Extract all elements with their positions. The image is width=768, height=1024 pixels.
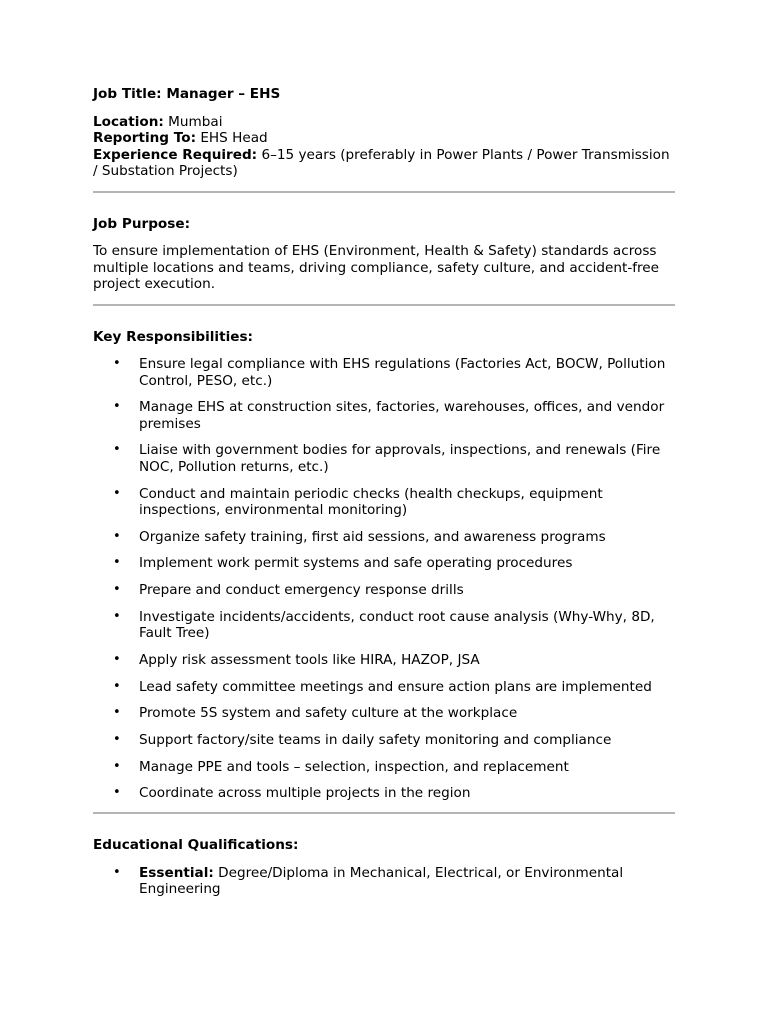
purpose-heading: Job Purpose:	[93, 215, 191, 232]
list-item-text: Coordinate across multiple projects in the region	[139, 785, 471, 802]
bullet-icon: •	[113, 555, 121, 571]
education-heading: Educational Qualifications:	[93, 837, 299, 854]
job-title-label: Job Title:	[93, 86, 162, 102]
list-item-text: Support factory/site teams in daily safety monitoring and compliance	[139, 732, 612, 749]
list-item	[93, 399, 675, 432]
list-item-text: Liaise with government bodies for approvals, inspections, and renewals (Fire NOC, Pollution returns, etc.)	[139, 442, 661, 475]
bullet-icon: •	[113, 485, 121, 501]
bullet-icon: •	[113, 528, 121, 544]
list-item	[93, 582, 675, 599]
list-item-text: Prepare and conduct emergency response drills	[139, 582, 464, 599]
list-item	[93, 732, 675, 749]
list-item	[93, 865, 675, 898]
education-list	[93, 865, 675, 898]
purpose-text: To ensure implementation of EHS (Environment, Health & Safety) standards across multiple locations and teams, driving compliance, safety culture, and accident-free project execution.	[93, 243, 660, 292]
section-divider	[93, 812, 675, 814]
list-item-text: Manage EHS at construction sites, factories, warehouses, offices, and vendor premises	[139, 399, 665, 432]
list-item-text: Promote 5S system and safety culture at the workplace	[139, 705, 518, 722]
experience-label: Experience Required:	[93, 146, 258, 163]
job-description-document	[93, 86, 675, 908]
list-item	[93, 609, 675, 642]
job-title	[93, 86, 675, 103]
location-value: Mumbai	[168, 113, 223, 130]
list-item	[93, 356, 675, 389]
list-item	[93, 759, 675, 776]
responsibilities-list	[93, 356, 675, 802]
experience-line	[93, 147, 675, 180]
section-divider	[93, 304, 675, 306]
list-item	[93, 529, 675, 546]
list-item	[93, 486, 675, 519]
list-item-text: Ensure legal compliance with EHS regulations (Factories Act, BOCW, Pollution Control, PESO, etc.)	[139, 356, 666, 389]
bullet-icon: •	[113, 442, 121, 458]
section-divider	[93, 191, 675, 193]
bullet-icon: •	[113, 758, 121, 774]
bullet-icon: •	[113, 864, 121, 880]
bullet-icon: •	[113, 678, 121, 694]
location-line	[93, 114, 675, 131]
list-item	[93, 442, 675, 475]
location-label: Location:	[93, 113, 164, 130]
bullet-icon: •	[113, 705, 121, 721]
bullet-icon: •	[113, 356, 121, 371]
list-item	[93, 555, 675, 572]
list-item	[93, 652, 675, 669]
bullet-icon: •	[113, 582, 121, 598]
list-item-text: Lead safety committee meetings and ensure action plans are implemented	[139, 678, 652, 695]
job-meta	[93, 114, 675, 180]
job-title-value: Manager – EHS	[166, 86, 281, 102]
reporting-line	[93, 130, 675, 147]
bullet-icon: •	[113, 652, 121, 667]
reporting-value: EHS Head	[200, 130, 268, 146]
list-item-text: Implement work permit systems and safe operating procedures	[139, 555, 573, 572]
bullet-icon: •	[113, 785, 121, 801]
list-item-text: Manage PPE and tools – selection, inspection, and replacement	[139, 758, 569, 775]
bullet-icon: •	[113, 732, 121, 748]
list-item-text: Investigate incidents/accidents, conduct root cause analysis (Why-Why, 8D, Fault Tree)	[139, 608, 655, 642]
list-item	[93, 679, 675, 696]
list-item	[93, 785, 675, 802]
bullet-icon: •	[113, 399, 121, 415]
reporting-label: Reporting To:	[93, 130, 197, 146]
experience-value: 6–15 years (preferably in Power Plants / Power Transmission / Substation Projects)	[93, 146, 670, 179]
responsibilities-heading: Key Responsibilities:	[93, 328, 253, 345]
bullet-icon: •	[113, 608, 121, 624]
qualification-text: Degree/Diploma in Mechanical, Electrical, or Environmental Engineering	[139, 864, 624, 898]
list-item-text: Conduct and maintain periodic checks (health checkups, equipment inspections, environmental monitoring)	[139, 485, 603, 519]
list-item-text: Apply risk assessment tools like HIRA, HAZOP, JSA	[139, 652, 480, 668]
list-item	[93, 705, 675, 722]
list-item-text: Organize safety training, first aid sessions, and awareness programs	[139, 528, 606, 545]
qualification-label: Essential:	[139, 864, 214, 881]
